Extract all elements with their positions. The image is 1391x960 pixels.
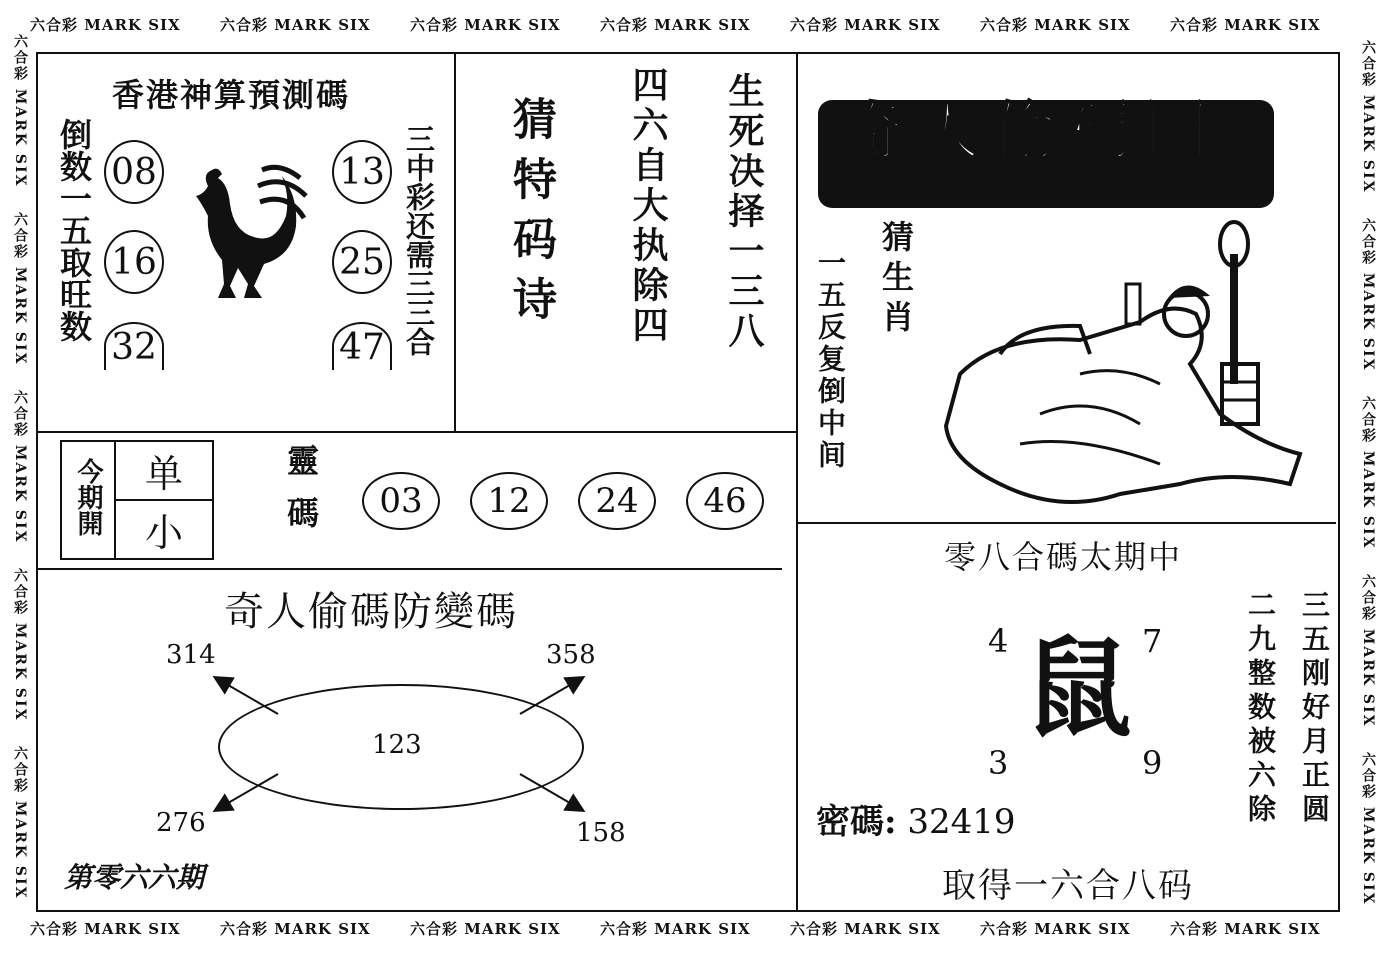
border-tile: 六合彩 MARK SIX xyxy=(410,920,561,938)
border-tile: 六合彩 MARK SIX xyxy=(12,746,28,900)
diagram-top-right: 358 xyxy=(546,640,596,670)
box2-line1: 四六自大执除四 xyxy=(627,66,669,346)
ling-number: 03 xyxy=(362,472,440,530)
diagram-center: 123 xyxy=(372,730,422,760)
border-tile: 六合彩 MARK SIX xyxy=(12,390,28,544)
divider xyxy=(454,52,456,432)
diagram-arrows xyxy=(200,660,600,830)
border-tile: 六合彩 MARK SIX xyxy=(410,16,561,34)
scholar-reading-icon xyxy=(940,214,1320,514)
border-tile: 六合彩 MARK SIX xyxy=(980,16,1131,34)
divider xyxy=(796,52,798,910)
border-tile: 六合彩 MARK SIX xyxy=(1360,218,1376,372)
border-tile: 六合彩 MARK SIX xyxy=(220,920,371,938)
ling-number: 12 xyxy=(470,472,548,530)
right-border-strip xyxy=(1356,40,1382,930)
diagram-top-left: 314 xyxy=(166,640,216,670)
divider xyxy=(36,568,782,570)
zodiac-num-bl: 3 xyxy=(988,744,1009,782)
code-label: 密碼: xyxy=(816,802,897,842)
border-tile: 六合彩 MARK SIX xyxy=(12,34,28,188)
left-number: 16 xyxy=(104,230,164,294)
right-number: 13 xyxy=(332,140,392,204)
border-tile: 六合彩 MARK SIX xyxy=(600,16,751,34)
border-tile: 六合彩 MARK SIX xyxy=(790,16,941,34)
box2-title: 猜特码诗 xyxy=(505,96,556,336)
left-number: 32 xyxy=(104,322,164,370)
border-tile: 六合彩 MARK SIX xyxy=(1360,752,1376,906)
box6-footer: 取得一六合八码 xyxy=(942,866,1194,906)
border-tile: 六合彩 MARK SIX xyxy=(1170,920,1321,938)
result-table xyxy=(60,440,214,560)
border-tile: 六合彩 MARK SIX xyxy=(1360,574,1376,728)
border-tile: 六合彩 MARK SIX xyxy=(1360,396,1376,550)
box3-hint: 一五反复倒中间 xyxy=(814,248,847,472)
box3-banner-text: 奇人偷碼圖 xyxy=(842,95,1223,168)
border-tile: 六合彩 MARK SIX xyxy=(220,16,371,34)
zodiac-num-tr: 7 xyxy=(1142,622,1163,660)
right-number: 47 xyxy=(332,322,392,370)
box6-col2: 三五刚好月正圆 xyxy=(1298,590,1331,828)
rooster-icon xyxy=(188,156,308,306)
border-tile: 六合彩 MARK SIX xyxy=(790,920,941,938)
code-line xyxy=(816,794,1016,843)
divider xyxy=(36,431,796,433)
ling-label: 靈碼 xyxy=(282,444,320,548)
diagram-bottom-right: 158 xyxy=(576,818,626,848)
zodiac-big: 鼠 xyxy=(1024,626,1133,752)
result-label: 今期開 xyxy=(73,457,103,536)
left-border-strip xyxy=(8,34,34,924)
box3-guess: 猜生肖 xyxy=(877,220,915,340)
box1-right-text: 三中彩还需三三合 xyxy=(402,124,436,356)
code-value: 32419 xyxy=(907,802,1016,842)
border-tile: 六合彩 MARK SIX xyxy=(12,568,28,722)
border-tile: 六合彩 MARK SIX xyxy=(980,920,1131,938)
border-tile: 六合彩 MARK SIX xyxy=(12,212,28,366)
result-row2: 小 xyxy=(115,500,213,559)
ling-number: 24 xyxy=(578,472,656,530)
zodiac-num-br: 9 xyxy=(1142,744,1163,782)
right-number: 25 xyxy=(332,230,392,294)
box5-title: 奇人偷碼防變碼 xyxy=(224,589,518,635)
border-tile: 六合彩 MARK SIX xyxy=(30,16,181,34)
box6-col1: 二九整数被六除 xyxy=(1244,590,1277,828)
border-tile: 六合彩 MARK SIX xyxy=(1360,40,1376,194)
ling-number: 46 xyxy=(686,472,764,530)
zodiac-num-tl: 4 xyxy=(988,622,1009,660)
top-border-strip xyxy=(30,14,1360,38)
box6-title: 零八合碼太期中 xyxy=(944,538,1183,576)
diagram-bottom-left: 276 xyxy=(156,808,206,838)
issue-label: 第零六六期 xyxy=(64,861,205,894)
divider xyxy=(796,522,1336,524)
box1-left-text: 倒数一五取旺数 xyxy=(55,118,93,342)
border-tile: 六合彩 MARK SIX xyxy=(600,920,751,938)
result-row1: 单 xyxy=(115,441,213,500)
left-number: 08 xyxy=(104,140,164,204)
border-tile: 六合彩 MARK SIX xyxy=(30,920,181,938)
box2-line2: 生死决择一三八 xyxy=(723,72,765,352)
bottom-border-strip xyxy=(30,918,1360,942)
border-tile: 六合彩 MARK SIX xyxy=(1170,16,1321,34)
box1-title: 香港神算預測碼 xyxy=(112,76,351,114)
